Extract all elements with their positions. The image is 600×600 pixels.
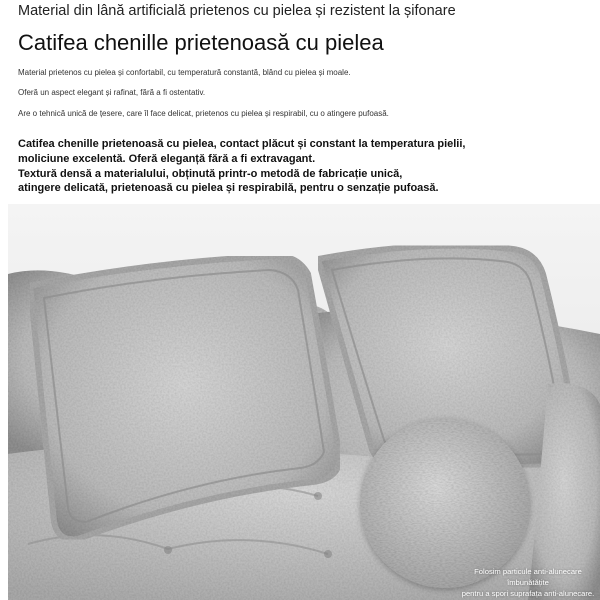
highlight-block [18,137,588,196]
highlight-line-2: moliciune excelentă. Oferă eleganță fără a fi extravagant. [18,152,316,165]
photo-caption [458,566,598,599]
highlight-line-4: atingere delicată, prietenoasă cu pielea și respirabilă, pentru o senzație pufoasă. [18,182,439,195]
caption-line-2: pentru a spori suprafața anti-alunecare. [461,589,595,598]
intro-paragraph-2: Oferă un aspect elegant și rafinat, fără a fi ostentativ. [18,88,206,97]
fabric-zoom-circle [360,418,530,588]
page-title: Catifea chenille prietenoasă cu pielea [18,30,384,55]
highlight-line-1: Catifea chenille prietenoasă cu pielea, contact plăcut și constant la temperatura pielii, [18,138,466,150]
caption-line-1: Folosim particule anti-alunecare îmbunătățite [474,567,582,587]
intro-paragraph-1: Material prietenos cu pielea și confortabil, cu temperatură constantă, blând cu pielea și moale. [18,68,351,77]
intro-paragraph-3: Are o tehnică unică de țesere, care îl face delicat, prietenos cu pielea și respirabil, cu o atingere pufoasă. [18,109,389,118]
highlight-line-3: Textură densă a materialului, obținută printr-o metodă de fabricație unică, [18,167,403,180]
product-tagline: Material din lână artificială prietenos cu pielea și rezistent la șifonare [18,3,456,19]
